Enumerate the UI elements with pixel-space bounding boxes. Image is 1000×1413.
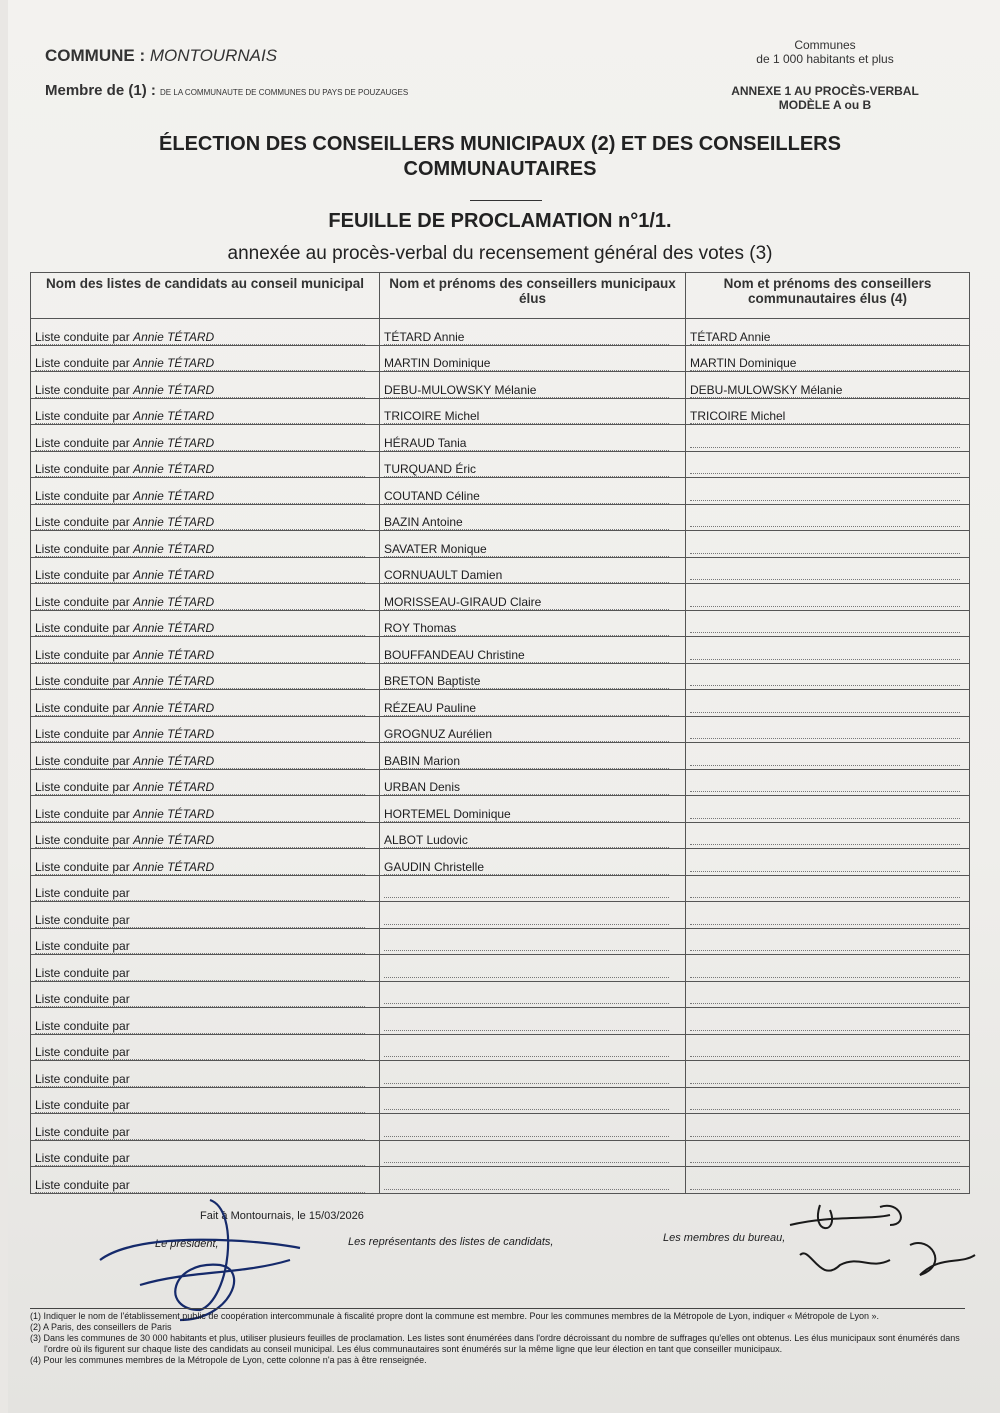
list-leader: Annie TÉTARD xyxy=(133,488,215,503)
list-leader: Annie TÉTARD xyxy=(133,700,215,715)
communautaire-name: TRICOIRE Michel xyxy=(690,409,960,424)
list-leader: Annie TÉTARD xyxy=(133,674,215,688)
list-cell xyxy=(31,425,380,452)
list-cell xyxy=(31,478,380,505)
table-row xyxy=(31,849,970,876)
communautaire-cell xyxy=(686,531,970,558)
table-row xyxy=(31,425,970,452)
table-row xyxy=(31,557,970,584)
list-prefix: Liste conduite par xyxy=(35,674,130,688)
list-cell xyxy=(31,1114,380,1141)
fait-a: Fait à Montournais, le 15/03/2026 xyxy=(200,1210,364,1222)
communautaire-name xyxy=(690,645,960,660)
list-cell xyxy=(31,716,380,743)
municipal-name: URBAN Denis xyxy=(384,780,669,795)
municipal-name: BOUFFANDEAU Christine xyxy=(384,648,669,663)
communautaire-name xyxy=(690,671,960,686)
communautaire-name xyxy=(690,539,960,554)
list-cell xyxy=(31,372,380,399)
list-leader: Annie TÉTARD xyxy=(133,462,215,476)
communautaire-cell xyxy=(686,875,970,902)
list-leader: Annie TÉTARD xyxy=(133,515,215,529)
municipal-cell xyxy=(380,345,686,372)
header-right xyxy=(700,38,950,66)
municipal-name xyxy=(384,883,669,898)
municipal-name: BRETON Baptiste xyxy=(384,674,669,689)
list-cell xyxy=(31,1034,380,1061)
communautaire-cell xyxy=(686,690,970,717)
communautaire-cell xyxy=(686,478,970,505)
list-leader: Annie TÉTARD xyxy=(133,833,215,847)
communautaire-name xyxy=(690,512,960,527)
habitants-label: de 1 000 habitants et plus xyxy=(756,52,894,66)
list-cell xyxy=(31,531,380,558)
table-row xyxy=(31,398,970,425)
sheet-title: FEUILLE DE PROCLAMATION n°1/1. xyxy=(328,210,672,232)
municipal-cell xyxy=(380,557,686,584)
communautaire-cell xyxy=(686,637,970,664)
membre-label: Membre de (1) : xyxy=(45,82,156,99)
footnote-2: (2) A Paris, des conseillers de Paris xyxy=(30,1322,172,1332)
table-row xyxy=(31,637,970,664)
municipal-name: COUTAND Céline xyxy=(384,489,669,504)
list-leader: Annie TÉTARD xyxy=(133,621,215,635)
list-leader: Annie TÉTARD xyxy=(133,806,215,821)
communautaire-name xyxy=(690,883,960,898)
communautaire-name xyxy=(690,592,960,607)
list-cell xyxy=(31,875,380,902)
list-prefix: Liste conduite par xyxy=(35,488,130,503)
municipal-name: HORTEMEL Dominique xyxy=(384,807,669,822)
header-communautaire: Nom et prénoms des conseillers communautaires élus (4) xyxy=(686,273,970,319)
municipal-cell xyxy=(380,875,686,902)
footnote-1: (1) Indiquer le nom de l'établissement public de coopération intercommunale à fiscalité propre dont la commune est membre. Pour les communes membres de la Métropole de Lyon, indiquer « Métropole de Lyon ». xyxy=(30,1311,879,1321)
municipal-cell xyxy=(380,955,686,982)
municipal-name: ROY Thomas xyxy=(384,621,669,636)
municipal-cell xyxy=(380,637,686,664)
municipal-name: MORISSEAU-GIRAUD Claire xyxy=(384,595,669,610)
list-prefix: Liste conduite par xyxy=(35,1124,130,1139)
table-row xyxy=(31,716,970,743)
list-leader: Annie TÉTARD xyxy=(133,356,215,370)
list-cell xyxy=(31,743,380,770)
municipal-name: TURQUAND Éric xyxy=(384,462,669,477)
municipal-cell xyxy=(380,1087,686,1114)
list-prefix: Liste conduite par xyxy=(35,435,130,450)
communautaire-name xyxy=(690,1122,960,1137)
communautaire-cell xyxy=(686,981,970,1008)
table-row xyxy=(31,1034,970,1061)
president-label: Le président, xyxy=(155,1238,219,1250)
table-row xyxy=(31,478,970,505)
list-leader: Annie TÉTARD xyxy=(133,753,215,768)
communautaire-cell xyxy=(686,504,970,531)
communautaire-name xyxy=(690,724,960,739)
list-prefix: Liste conduite par xyxy=(35,727,130,741)
list-prefix: Liste conduite par xyxy=(35,409,130,423)
list-prefix: Liste conduite par xyxy=(35,1151,130,1165)
municipal-cell xyxy=(380,451,686,478)
membres-label: Les membres du bureau, xyxy=(663,1232,786,1244)
municipal-name: TÉTARD Annie xyxy=(384,330,669,345)
communautaire-cell xyxy=(686,1167,970,1194)
header-lists: Nom des listes de candidats au conseil municipal xyxy=(31,273,380,319)
table-row xyxy=(31,1114,970,1141)
communautaire-name xyxy=(690,1042,960,1057)
list-prefix: Liste conduite par xyxy=(35,621,130,635)
table-row xyxy=(31,796,970,823)
municipal-name: DEBU-MULOWSKY Mélanie xyxy=(384,383,669,398)
municipal-name xyxy=(384,1069,669,1084)
list-prefix: Liste conduite par xyxy=(35,700,130,715)
communautaire-cell xyxy=(686,928,970,955)
list-prefix: Liste conduite par xyxy=(35,753,130,768)
communautaire-cell xyxy=(686,663,970,690)
municipal-name xyxy=(384,1095,669,1110)
communautaire-name xyxy=(690,963,960,978)
municipal-name xyxy=(384,1122,669,1137)
communautaire-cell xyxy=(686,319,970,346)
municipal-name xyxy=(384,910,669,925)
municipal-cell xyxy=(380,902,686,929)
communautaire-name xyxy=(690,459,960,474)
municipal-cell xyxy=(380,1114,686,1141)
footnotes xyxy=(30,1308,965,1366)
communautaire-cell xyxy=(686,1061,970,1088)
municipal-name: BABIN Marion xyxy=(384,754,669,769)
list-cell xyxy=(31,822,380,849)
municipal-cell xyxy=(380,769,686,796)
communautaire-name xyxy=(690,830,960,845)
communautaire-name xyxy=(690,989,960,1004)
table-row xyxy=(31,610,970,637)
municipal-cell xyxy=(380,398,686,425)
list-cell xyxy=(31,981,380,1008)
municipal-cell xyxy=(380,796,686,823)
table-row xyxy=(31,1061,970,1088)
list-prefix: Liste conduite par xyxy=(35,912,130,927)
municipal-name: GROGNUZ Aurélien xyxy=(384,727,669,742)
list-leader: Annie TÉTARD xyxy=(133,435,215,450)
table-row xyxy=(31,451,970,478)
footnote-3: (3) Dans les communes de 30 000 habitants et plus, utiliser plusieurs feuilles de proclamation. Les listes sont énumérées dans l'ordre décroissant du nombre de suffrages qu'elles ont obtenus. Les élus municipaux sont énumérés dans l'ordre où ils figurent sur chaque liste des candidats au conseil municipal. Les élus communautaires sont énumérés sur la même ligne que leur élection en tant que conseiller municipaux. xyxy=(30,1333,960,1354)
list-prefix: Liste conduite par xyxy=(35,541,130,556)
communautaire-cell xyxy=(686,796,970,823)
commune-value: MONTOURNAIS xyxy=(149,46,278,65)
municipal-cell xyxy=(380,1061,686,1088)
communautaire-name xyxy=(690,486,960,501)
municipal-cell xyxy=(380,849,686,876)
municipal-cell xyxy=(380,743,686,770)
list-cell xyxy=(31,610,380,637)
table-row xyxy=(31,902,970,929)
communautaire-cell xyxy=(686,1034,970,1061)
table-row xyxy=(31,875,970,902)
list-prefix: Liste conduite par xyxy=(35,806,130,821)
representants-label: Les représentants des listes de candidats, xyxy=(348,1236,554,1248)
municipal-cell xyxy=(380,531,686,558)
list-prefix: Liste conduite par xyxy=(35,1071,130,1086)
list-cell xyxy=(31,1087,380,1114)
municipal-name xyxy=(384,1042,669,1057)
list-prefix: Liste conduite par xyxy=(35,356,130,370)
annexe xyxy=(700,84,950,112)
communautaire-cell xyxy=(686,1008,970,1035)
table-row xyxy=(31,663,970,690)
divider xyxy=(470,200,542,201)
table-row xyxy=(31,1140,970,1167)
list-cell xyxy=(31,769,380,796)
list-cell xyxy=(31,849,380,876)
municipal-name xyxy=(384,1175,669,1190)
table-row xyxy=(31,981,970,1008)
list-prefix: Liste conduite par xyxy=(35,382,130,397)
communautaire-cell xyxy=(686,425,970,452)
list-cell xyxy=(31,637,380,664)
table-row xyxy=(31,955,970,982)
communautaire-cell xyxy=(686,398,970,425)
communautaire-cell xyxy=(686,345,970,372)
list-cell xyxy=(31,1140,380,1167)
list-leader: Annie TÉTARD xyxy=(133,409,215,423)
bureau-signatures xyxy=(780,1195,980,1295)
list-prefix: Liste conduite par xyxy=(35,859,130,874)
municipal-name xyxy=(384,989,669,1004)
municipal-name: HÉRAUD Tania xyxy=(384,436,669,451)
municipal-cell xyxy=(380,716,686,743)
communautaire-cell xyxy=(686,372,970,399)
municipal-name: GAUDIN Christelle xyxy=(384,860,669,875)
communautaire-name xyxy=(690,1016,960,1031)
title-line2: COMMUNAUTAIRES xyxy=(403,158,597,180)
communautaire-cell xyxy=(686,849,970,876)
municipal-cell xyxy=(380,1167,686,1194)
municipal-name xyxy=(384,936,669,951)
communautaire-cell xyxy=(686,584,970,611)
communes-label: Communes xyxy=(794,38,856,52)
communautaire-name xyxy=(690,857,960,872)
table-row xyxy=(31,928,970,955)
communautaire-name xyxy=(690,936,960,951)
list-prefix: Liste conduite par xyxy=(35,780,130,794)
list-prefix: Liste conduite par xyxy=(35,1177,130,1192)
municipal-cell xyxy=(380,610,686,637)
communautaire-name xyxy=(690,565,960,580)
municipal-cell xyxy=(380,425,686,452)
list-leader: Annie TÉTARD xyxy=(133,329,215,344)
header-municipal: Nom et prénoms des conseillers municipaux élus xyxy=(380,273,686,319)
municipal-name: SAVATER Monique xyxy=(384,542,669,557)
communautaire-name xyxy=(690,618,960,633)
table-row xyxy=(31,531,970,558)
list-cell xyxy=(31,557,380,584)
list-prefix: Liste conduite par xyxy=(35,594,130,609)
communautaire-cell xyxy=(686,451,970,478)
communautaire-cell xyxy=(686,902,970,929)
list-cell xyxy=(31,1061,380,1088)
list-prefix: Liste conduite par xyxy=(35,647,130,662)
municipal-cell xyxy=(380,584,686,611)
list-leader: Annie TÉTARD xyxy=(133,647,215,662)
subtitle: annexée au procès-verbal du recensement général des votes (3) xyxy=(227,243,773,264)
footnote-4: (4) Pour les communes membres de la Métropole de Lyon, cette colonne n'a pas à être renseignée. xyxy=(30,1355,427,1365)
list-prefix: Liste conduite par xyxy=(35,992,130,1006)
municipal-cell xyxy=(380,1140,686,1167)
municipal-cell xyxy=(380,478,686,505)
municipal-name: RÉZEAU Pauline xyxy=(384,701,669,716)
communautaire-cell xyxy=(686,716,970,743)
municipal-cell xyxy=(380,663,686,690)
list-prefix: Liste conduite par xyxy=(35,515,130,529)
communautaire-cell xyxy=(686,1087,970,1114)
list-leader: Annie TÉTARD xyxy=(133,727,215,741)
municipal-cell xyxy=(380,981,686,1008)
commune-line xyxy=(45,46,277,66)
list-cell xyxy=(31,796,380,823)
membre-line xyxy=(45,82,408,99)
table-row xyxy=(31,372,970,399)
communautaire-cell xyxy=(686,769,970,796)
table-row xyxy=(31,743,970,770)
list-leader: Annie TÉTARD xyxy=(133,568,215,582)
communautaire-name xyxy=(690,698,960,713)
municipal-cell xyxy=(380,690,686,717)
list-prefix: Liste conduite par xyxy=(35,965,130,980)
municipal-name: CORNUAULT Damien xyxy=(384,568,669,583)
communautaire-name xyxy=(690,910,960,925)
list-prefix: Liste conduite par xyxy=(35,1018,130,1033)
communautaire-name xyxy=(690,804,960,819)
municipal-cell xyxy=(380,319,686,346)
list-cell xyxy=(31,504,380,531)
communautaire-name xyxy=(690,777,960,792)
municipal-name: MARTIN Dominique xyxy=(384,356,669,371)
list-prefix: Liste conduite par xyxy=(35,568,130,582)
commune-label: COMMUNE : xyxy=(45,46,146,65)
table-row xyxy=(31,319,970,346)
municipal-cell xyxy=(380,372,686,399)
table-row xyxy=(31,1008,970,1035)
list-prefix: Liste conduite par xyxy=(35,1098,130,1112)
list-cell xyxy=(31,584,380,611)
list-cell xyxy=(31,902,380,929)
municipal-cell xyxy=(380,822,686,849)
communautaire-cell xyxy=(686,1140,970,1167)
municipal-cell xyxy=(380,1034,686,1061)
list-prefix: Liste conduite par xyxy=(35,833,130,847)
communautaire-name xyxy=(690,433,960,448)
list-leader: Annie TÉTARD xyxy=(133,859,215,874)
municipal-name: TRICOIRE Michel xyxy=(384,409,669,424)
table-row xyxy=(31,345,970,372)
list-prefix: Liste conduite par xyxy=(35,329,130,344)
table-row xyxy=(31,584,970,611)
annexe-line2: MODÈLE A ou B xyxy=(778,98,872,112)
list-cell xyxy=(31,955,380,982)
communautaire-name: TÉTARD Annie xyxy=(690,330,960,345)
municipal-name xyxy=(384,963,669,978)
municipal-name xyxy=(384,1148,669,1163)
communautaire-cell xyxy=(686,610,970,637)
communautaire-name xyxy=(690,1175,960,1190)
municipal-name: ALBOT Ludovic xyxy=(384,833,669,848)
table-row xyxy=(31,1087,970,1114)
table-row xyxy=(31,690,970,717)
annexe-line1: ANNEXE 1 AU PROCÈS-VERBAL xyxy=(731,84,919,98)
table-row xyxy=(31,504,970,531)
membre-value: DE LA COMMUNAUTE DE COMMUNES DU PAYS DE POUZAUGES xyxy=(160,88,409,97)
municipal-name xyxy=(384,1016,669,1031)
list-prefix: Liste conduite par xyxy=(35,886,130,900)
title-line1: ÉLECTION DES CONSEILLERS MUNICIPAUX (2) ET DES CONSEILLERS xyxy=(159,133,841,155)
table-row xyxy=(31,822,970,849)
list-cell xyxy=(31,319,380,346)
list-leader: Annie TÉTARD xyxy=(133,780,215,794)
communautaire-cell xyxy=(686,822,970,849)
list-prefix: Liste conduite par xyxy=(35,939,130,953)
municipal-cell xyxy=(380,1008,686,1035)
list-cell xyxy=(31,1008,380,1035)
list-leader: Annie TÉTARD xyxy=(133,541,215,556)
list-leader: Annie TÉTARD xyxy=(133,594,215,609)
communautaire-name: DEBU-MULOWSKY Mélanie xyxy=(690,383,960,398)
list-cell xyxy=(31,345,380,372)
communautaire-name xyxy=(690,1095,960,1110)
list-prefix: Liste conduite par xyxy=(35,462,130,476)
communautaire-cell xyxy=(686,743,970,770)
communautaire-name: MARTIN Dominique xyxy=(690,356,960,371)
communautaire-name xyxy=(690,1069,960,1084)
communautaire-cell xyxy=(686,955,970,982)
list-prefix: Liste conduite par xyxy=(35,1045,130,1059)
table-row xyxy=(31,769,970,796)
list-leader: Annie TÉTARD xyxy=(133,382,215,397)
list-cell xyxy=(31,928,380,955)
list-cell xyxy=(31,663,380,690)
communautaire-name xyxy=(690,751,960,766)
list-cell xyxy=(31,690,380,717)
list-cell xyxy=(31,398,380,425)
communautaire-cell xyxy=(686,1114,970,1141)
communautaire-name xyxy=(690,1148,960,1163)
municipal-name: BAZIN Antoine xyxy=(384,515,669,530)
proclamation-table xyxy=(30,272,970,1194)
communautaire-cell xyxy=(686,557,970,584)
list-cell xyxy=(31,451,380,478)
municipal-cell xyxy=(380,928,686,955)
municipal-cell xyxy=(380,504,686,531)
